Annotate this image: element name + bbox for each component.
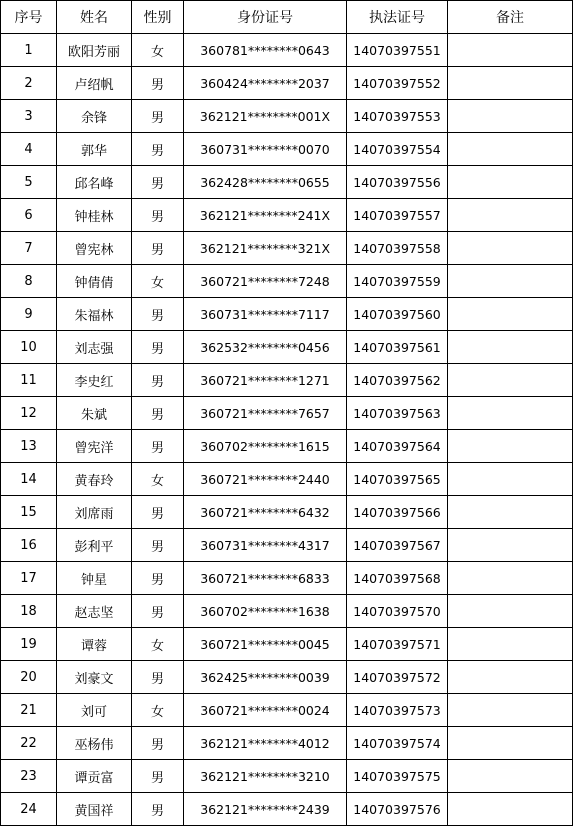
cell-cert-number: 14070397557 [347,199,448,232]
cell-notes [448,364,573,397]
cell-id-number: 362121********3210 [184,760,347,793]
cell-cert-number: 14070397565 [347,463,448,496]
cell-id-number: 360702********1615 [184,430,347,463]
cell-name: 曾宪洋 [57,430,132,463]
cell-notes [448,661,573,694]
cell-index: 21 [1,694,57,727]
cell-cert-number: 14070397575 [347,760,448,793]
table-row [1,562,573,595]
cell-index: 17 [1,562,57,595]
table-row [1,793,573,826]
header-id-number: 身份证号 [184,1,347,34]
cell-gender: 男 [132,760,184,793]
cell-notes [448,199,573,232]
cell-name: 巫杨伟 [57,727,132,760]
table-body [1,34,573,826]
table-row [1,133,573,166]
cell-name: 朱斌 [57,397,132,430]
cell-gender: 男 [132,397,184,430]
table-row [1,166,573,199]
cell-name: 谭贡富 [57,760,132,793]
header-notes: 备注 [448,1,573,34]
cell-gender: 男 [132,232,184,265]
cell-gender: 男 [132,430,184,463]
cell-name: 刘席雨 [57,496,132,529]
cell-gender: 男 [132,199,184,232]
cell-gender: 男 [132,562,184,595]
cell-gender: 男 [132,364,184,397]
cell-name: 谭蓉 [57,628,132,661]
table-row [1,595,573,628]
cell-id-number: 360731********0070 [184,133,347,166]
cell-index: 4 [1,133,57,166]
cell-cert-number: 14070397572 [347,661,448,694]
cell-cert-number: 14070397563 [347,397,448,430]
cell-notes [448,595,573,628]
cell-notes [448,67,573,100]
cell-index: 9 [1,298,57,331]
table-row [1,463,573,496]
cell-notes [448,100,573,133]
cell-id-number: 362425********0039 [184,661,347,694]
cell-notes [448,529,573,562]
table-row [1,100,573,133]
cell-index: 22 [1,727,57,760]
cell-name: 邱名峰 [57,166,132,199]
cell-name: 李史红 [57,364,132,397]
cell-index: 11 [1,364,57,397]
cell-gender: 男 [132,331,184,364]
cell-id-number: 362428********0655 [184,166,347,199]
table-row [1,430,573,463]
cell-index: 12 [1,397,57,430]
header-row [1,1,573,34]
cell-gender: 男 [132,727,184,760]
table-row [1,628,573,661]
cell-cert-number: 14070397576 [347,793,448,826]
cell-name: 朱福林 [57,298,132,331]
table-row [1,232,573,265]
cell-gender: 男 [132,67,184,100]
header-index: 序号 [1,1,57,34]
cell-index: 18 [1,595,57,628]
cell-name: 黄春玲 [57,463,132,496]
cell-index: 13 [1,430,57,463]
cell-cert-number: 14070397571 [347,628,448,661]
cell-gender: 男 [132,133,184,166]
cell-name: 钟桂林 [57,199,132,232]
cell-name: 黄国祥 [57,793,132,826]
cell-gender: 女 [132,265,184,298]
cell-cert-number: 14070397568 [347,562,448,595]
cell-name: 欧阳芳丽 [57,34,132,67]
cell-id-number: 360721********2440 [184,463,347,496]
table-row [1,727,573,760]
cell-id-number: 360721********1271 [184,364,347,397]
cell-cert-number: 14070397562 [347,364,448,397]
cell-notes [448,166,573,199]
cell-notes [448,628,573,661]
table-row [1,34,573,67]
table-row [1,529,573,562]
cell-cert-number: 14070397561 [347,331,448,364]
cell-id-number: 360721********0024 [184,694,347,727]
cell-gender: 女 [132,34,184,67]
cell-index: 8 [1,265,57,298]
table-row [1,298,573,331]
header-gender: 性别 [132,1,184,34]
cell-index: 16 [1,529,57,562]
cell-cert-number: 14070397556 [347,166,448,199]
cell-id-number: 360721********6833 [184,562,347,595]
cell-name: 刘豪文 [57,661,132,694]
cell-index: 10 [1,331,57,364]
cell-index: 1 [1,34,57,67]
cell-cert-number: 14070397564 [347,430,448,463]
table-row [1,199,573,232]
cell-gender: 男 [132,595,184,628]
cell-name: 彭利平 [57,529,132,562]
cell-index: 3 [1,100,57,133]
cell-id-number: 360702********1638 [184,595,347,628]
cell-id-number: 360721********6432 [184,496,347,529]
cell-cert-number: 14070397551 [347,34,448,67]
cell-cert-number: 14070397566 [347,496,448,529]
cell-gender: 女 [132,628,184,661]
cell-index: 5 [1,166,57,199]
cell-id-number: 362532********0456 [184,331,347,364]
table-row [1,694,573,727]
cell-notes [448,34,573,67]
cell-index: 6 [1,199,57,232]
cell-index: 23 [1,760,57,793]
cell-notes [448,265,573,298]
cell-index: 14 [1,463,57,496]
cell-gender: 男 [132,100,184,133]
cell-name: 赵志坚 [57,595,132,628]
cell-notes [448,463,573,496]
cell-name: 刘可 [57,694,132,727]
cell-name: 钟倩倩 [57,265,132,298]
cell-notes [448,397,573,430]
cell-id-number: 362121********321X [184,232,347,265]
cell-id-number: 362121********2439 [184,793,347,826]
table-row [1,67,573,100]
cell-index: 7 [1,232,57,265]
cell-cert-number: 14070397553 [347,100,448,133]
table-row [1,331,573,364]
cell-notes [448,793,573,826]
cell-id-number: 362121********4012 [184,727,347,760]
header-name: 姓名 [57,1,132,34]
cell-id-number: 360721********7657 [184,397,347,430]
cell-cert-number: 14070397554 [347,133,448,166]
cell-id-number: 360731********7117 [184,298,347,331]
cell-gender: 男 [132,166,184,199]
header-cert-number: 执法证号 [347,1,448,34]
cell-notes [448,496,573,529]
cell-notes [448,562,573,595]
cell-index: 20 [1,661,57,694]
cell-notes [448,331,573,364]
cell-index: 19 [1,628,57,661]
cell-cert-number: 14070397559 [347,265,448,298]
table-row [1,397,573,430]
cell-name: 钟星 [57,562,132,595]
cell-gender: 女 [132,463,184,496]
cell-index: 15 [1,496,57,529]
cell-index: 24 [1,793,57,826]
cell-id-number: 360721********7248 [184,265,347,298]
cell-notes [448,430,573,463]
cell-cert-number: 14070397570 [347,595,448,628]
cell-name: 余锋 [57,100,132,133]
cell-gender: 男 [132,661,184,694]
table-row [1,265,573,298]
cell-notes [448,232,573,265]
cell-name: 卢绍帆 [57,67,132,100]
cell-gender: 男 [132,793,184,826]
cell-cert-number: 14070397574 [347,727,448,760]
cell-cert-number: 14070397567 [347,529,448,562]
cell-id-number: 360781********0643 [184,34,347,67]
cell-cert-number: 14070397573 [347,694,448,727]
cell-id-number: 360424********2037 [184,67,347,100]
cell-notes [448,133,573,166]
table-row [1,760,573,793]
cell-gender: 男 [132,496,184,529]
table-row [1,364,573,397]
cell-id-number: 360721********0045 [184,628,347,661]
cell-cert-number: 14070397552 [347,67,448,100]
table-row [1,661,573,694]
cell-name: 刘志强 [57,331,132,364]
table-row [1,496,573,529]
cell-id-number: 360731********4317 [184,529,347,562]
cell-notes [448,298,573,331]
cell-notes [448,727,573,760]
cell-gender: 女 [132,694,184,727]
cell-notes [448,694,573,727]
cell-notes [448,760,573,793]
cell-gender: 男 [132,529,184,562]
cell-id-number: 362121********241X [184,199,347,232]
cell-name: 曾宪林 [57,232,132,265]
cell-index: 2 [1,67,57,100]
cell-cert-number: 14070397560 [347,298,448,331]
cell-name: 郭华 [57,133,132,166]
cell-gender: 男 [132,298,184,331]
cell-cert-number: 14070397558 [347,232,448,265]
cell-id-number: 362121********001X [184,100,347,133]
